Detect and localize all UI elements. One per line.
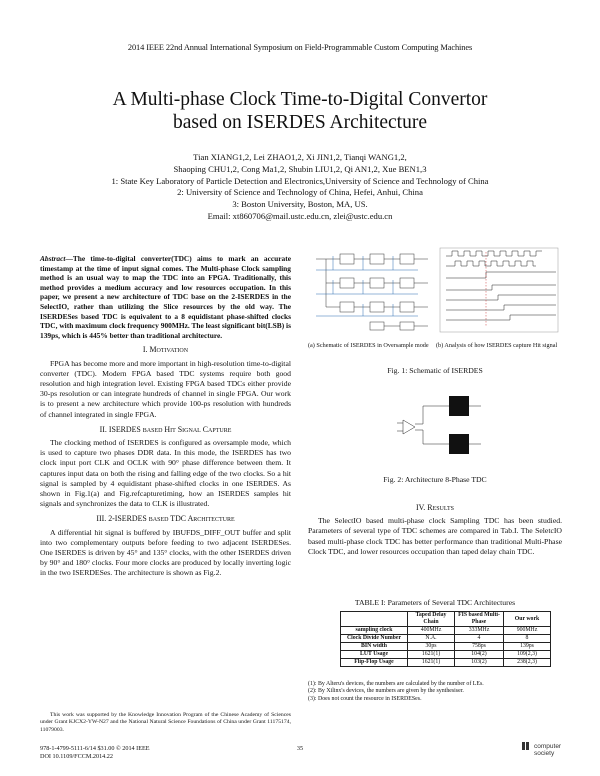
section-2-paragraph: The clocking method of ISERDES is configured as oversample mode, which is used to capture two phases DDR data. In this mode, the ISERDES has two clock input port CLK and OCLK with 90° phase difference between them. It captures input data on both the rising and falling edge of the two clocks. So a hit signal is sampled by 4 equidistant phase-shifted clocks in one ISERDES. As shown in Fig.1(a) and Fig.refcapturetiming, how an ISERDES samples hit signals and synchronizes the data to CLK is illustrated. bbox=[40, 437, 291, 509]
author-email: Email: xt860706@mail.ustc.edu.cn, zlei@ustc.edu.cn bbox=[207, 210, 393, 221]
flipflop-6 bbox=[400, 278, 414, 288]
section-3-paragraph: A differential hit signal is buffered by IBUFDS_DIFF_OUT buffer and split into two complementary outputs before feeding to two adjacent ISERDESes. One ISERDES is driven by 45° and 135° clocks, with the other ISERDES driven by 90° and 180° clocks. Four more clocks are produced by locally inverting logic in the two ISERDESes. The architecture is shown as Fig.2. bbox=[40, 527, 291, 578]
conference-header: 2014 IEEE 22nd Annual International Symposium on Field-Programmable Custom Computing Machines bbox=[127, 43, 473, 52]
author-line-2: Shaoping CHU1,2, Cong Ma1,2, Shubin LIU1,2, Qi AN1,2, Xue BEN1,3 bbox=[173, 163, 427, 174]
table-note: (1): By Alteru's devices, the numbers are calculated by the number of LEs. bbox=[308, 681, 484, 687]
right-column bbox=[308, 498, 562, 557]
table-caption: TABLE I: Parameters of Several TDC Architectures bbox=[354, 598, 516, 607]
iserdes-block-1 bbox=[449, 396, 469, 416]
flipflop-10 bbox=[370, 322, 384, 330]
flipflop-8 bbox=[370, 302, 384, 312]
figure-1-graphic bbox=[308, 244, 562, 340]
flipflop-3 bbox=[400, 254, 414, 264]
section-heading-4: IV. Results bbox=[416, 503, 454, 512]
flipflop-9 bbox=[400, 302, 414, 312]
figure-1b-subcaption: (b) Analysis of how ISERDES capture Hit signal bbox=[436, 342, 558, 349]
figure-2-graphic bbox=[395, 392, 485, 462]
figure-1-caption: Fig. 1: Schematic of ISERDES bbox=[387, 366, 483, 375]
table-note: (2): By Xilinx's devices, the numbers are given by the synthesiser. bbox=[308, 688, 464, 695]
flipflop-5 bbox=[370, 278, 384, 288]
timing-diagram bbox=[440, 248, 558, 332]
affiliation-3: 3: Boston University, Boston, MA, US. bbox=[232, 199, 368, 210]
table-note: (3): Does not count the resource in ISERDESes. bbox=[308, 695, 422, 702]
author-line-1: Tian XIANG1,2, Lei ZHAO1,2, Xi JIN1,2, Tianqi WANG1,2, bbox=[193, 152, 407, 162]
table-row: LUT Usage 1621(1) 104(2) 109(2,3) bbox=[341, 651, 551, 659]
figure-1a-subcaption: (a) Schematic of ISERDES in Oversample mode bbox=[308, 342, 429, 349]
iserdes-schematic bbox=[316, 254, 428, 330]
doi-line: DOI 10.1109/FCCM.2014.22 bbox=[40, 752, 113, 760]
computer-society-logo bbox=[520, 740, 570, 762]
section-1-paragraph: FPGA has become more and more important in high-resolution time-to-digital converter (TDC). Modern FPGA based TDC systems require both good resolution and high integration level. Existing FPGA based TDCs either provide 30-ps resolution or can integrate hundreds of channel in single FPGA. Our work is to present a new architecture which provide 100-ps resolution with hundreds of channel integrated in single FPGA. bbox=[40, 358, 291, 419]
sample-waveforms bbox=[446, 285, 556, 320]
copyright-line: 978-1-4799-5111-6/14 $31.00 © 2014 IEEE bbox=[40, 745, 150, 752]
paper-title bbox=[0, 88, 600, 134]
table-header-row bbox=[341, 612, 551, 627]
figure-2 bbox=[395, 392, 485, 462]
section-4-paragraph: The SelectIO based multi-phase clock Sampling TDC has been studied. Parameters of several type of TDC schemes are compared in Tab.I. The SeletcIO based multi-phase clock TDC has better performance than traditional Multi-Phase Clock TDC, and lower resources occupation than taped delay chain TDC. bbox=[308, 516, 562, 556]
page-number: 35 bbox=[296, 745, 304, 752]
logo-text-line-1: computer bbox=[534, 743, 562, 750]
figure-2-caption: Fig. 2: Architecture 8-Phase TDC bbox=[383, 475, 487, 484]
affiliation-2: 2: University of Science and Technology of China, Hefei, Anhui, China bbox=[177, 187, 423, 198]
table-row: Flip-Flop Usage 1621(1) 103(2) 238(2,3) bbox=[341, 659, 551, 667]
flipflop-11 bbox=[400, 322, 414, 330]
section-heading-1: I. Motivation bbox=[142, 345, 189, 355]
abstract-text: —The time-to-digital converter(TDC) aims to mark an accurate timestamp at the time of input signal comes. The Multi-phase Clock sampling method is an usual way to map the TDC into an FPGA. Traditionally, this method provides a medium accuracy and low resources occupation. In this paper, we present a new architecture of TDC base on the 2-ISERDES in the SelectIO, rather than utilizing the Slice resources by the old way. The ISERDESes based TDC is equivalent to a 8 equidistant phase-shifted clocks TDC, with maximum clock frequency 900MHz. The least significant bit(LSB) is 139ps, which is 445% better than traditional architecture. bbox=[40, 254, 291, 340]
iserdes-block-2 bbox=[449, 434, 469, 454]
flipflop-1 bbox=[340, 254, 354, 264]
left-column bbox=[40, 254, 291, 579]
author-block bbox=[0, 152, 600, 223]
logo-text-line-2: society bbox=[534, 750, 555, 757]
title-line-2: based on ISERDES Architecture bbox=[173, 112, 427, 133]
flipflop-7 bbox=[340, 302, 354, 312]
col-header-ours: Our work bbox=[504, 612, 551, 627]
flipflop-2 bbox=[370, 254, 384, 264]
title-line-1: A Multi-phase Clock Time-to-Digital Convertor bbox=[112, 89, 488, 110]
affiliation-1: 1: State Key Laboratory of Particle Detection and Electronics,University of Science and Technology of China bbox=[111, 175, 489, 186]
table-notes bbox=[308, 681, 562, 703]
parameters-table bbox=[340, 611, 551, 667]
abstract-label: Abstract bbox=[40, 254, 66, 263]
hit-waveform bbox=[446, 272, 556, 278]
col-header-fis: FIS based Multi-Phase bbox=[455, 612, 504, 627]
section-heading-2: II. ISERDES based Hit Signal Capture bbox=[99, 424, 232, 434]
oclk-waveform bbox=[446, 261, 536, 266]
col-header-taped: Taped Delay Chain bbox=[408, 612, 455, 627]
flipflop-4 bbox=[340, 278, 354, 288]
section-heading-3: III. 2-ISERDES based TDC Architecture bbox=[96, 514, 235, 524]
clk-waveform bbox=[446, 251, 542, 256]
table-row: BIN width 30ps 758ps 139ps bbox=[341, 643, 551, 651]
table-row: sampling clock 400MHz 333MHz 900MHz bbox=[341, 627, 551, 635]
ibufds-buffer bbox=[403, 420, 415, 434]
abstract bbox=[40, 254, 291, 340]
tdc-table bbox=[340, 611, 551, 667]
table-row: Clock Divide Number N.A. 4 8 bbox=[341, 635, 551, 643]
funding-footnote: This work was supported by the Knowledge Innovation Program of the Chinese Academy of Sciences under Grant KJCX2-YW-N27 and the National Natural Science Foundations of China under Grant 11175174, 11079003. bbox=[40, 712, 291, 733]
figure-1 bbox=[308, 244, 562, 340]
